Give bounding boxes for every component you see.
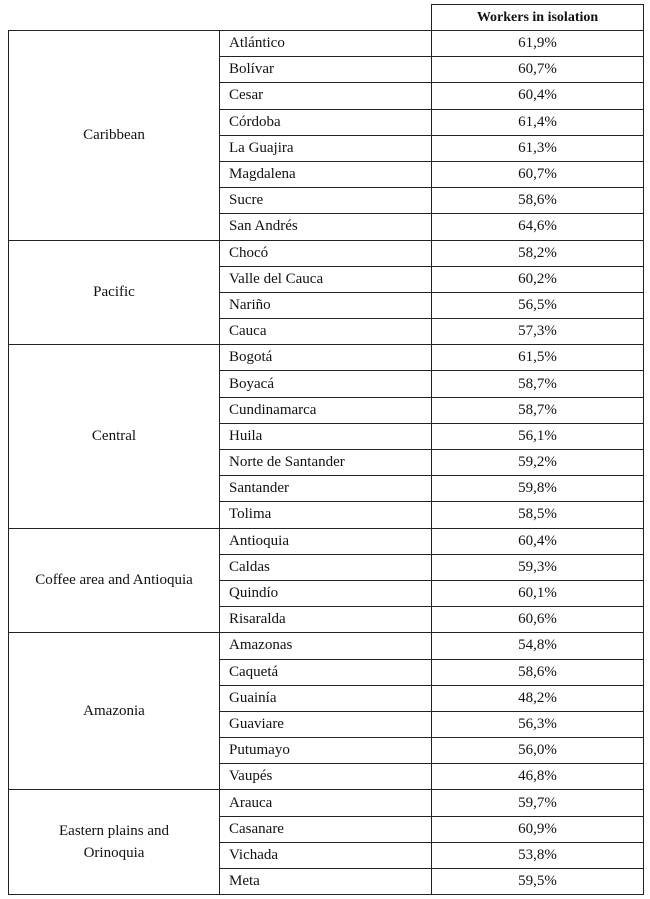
- department-cell: Meta: [220, 869, 432, 895]
- value-cell: 60,9%: [432, 816, 644, 842]
- department-cell: Guainía: [220, 685, 432, 711]
- header-row: [9, 5, 644, 31]
- region-cell: [9, 790, 220, 895]
- value-cell: 46,8%: [432, 764, 644, 790]
- region-label: Eastern plains and: [59, 823, 169, 840]
- region-cell: [9, 528, 220, 633]
- value-cell: 54,8%: [432, 633, 644, 659]
- department-cell: La Guajira: [220, 135, 432, 161]
- isolation-table: [8, 4, 644, 895]
- value-cell: 48,2%: [432, 685, 644, 711]
- value-cell: 56,5%: [432, 292, 644, 318]
- region-label: Amazonia: [83, 703, 145, 720]
- department-cell: San Andrés: [220, 214, 432, 240]
- value-cell: 60,7%: [432, 161, 644, 187]
- table-row: [9, 633, 644, 659]
- value-cell: 58,7%: [432, 371, 644, 397]
- department-cell: Cauca: [220, 319, 432, 345]
- table-row: [9, 790, 644, 816]
- department-cell: Tolima: [220, 502, 432, 528]
- department-cell: Atlántico: [220, 31, 432, 57]
- department-cell: Sucre: [220, 188, 432, 214]
- column-header-workers-in-isolation: Workers in isolation: [432, 5, 644, 31]
- table-row: [9, 528, 644, 554]
- department-cell: Bogotá: [220, 345, 432, 371]
- department-cell: Caquetá: [220, 659, 432, 685]
- value-cell: 60,7%: [432, 57, 644, 83]
- department-cell: Bolívar: [220, 57, 432, 83]
- department-cell: Risaralda: [220, 607, 432, 633]
- department-cell: Magdalena: [220, 161, 432, 187]
- table-row: [9, 31, 644, 57]
- value-cell: 59,5%: [432, 869, 644, 895]
- department-cell: Vaupés: [220, 764, 432, 790]
- value-cell: 57,3%: [432, 319, 644, 345]
- department-cell: Putumayo: [220, 738, 432, 764]
- region-cell: [9, 345, 220, 528]
- department-cell: Norte de Santander: [220, 450, 432, 476]
- department-cell: Arauca: [220, 790, 432, 816]
- header-blank-cell: [9, 5, 432, 31]
- department-cell: Cundinamarca: [220, 397, 432, 423]
- value-cell: 56,1%: [432, 423, 644, 449]
- value-cell: 58,2%: [432, 240, 644, 266]
- value-cell: 56,3%: [432, 711, 644, 737]
- value-cell: 56,0%: [432, 738, 644, 764]
- region-cell: [9, 240, 220, 345]
- department-cell: Amazonas: [220, 633, 432, 659]
- department-cell: Quindío: [220, 580, 432, 606]
- table-body: [9, 31, 644, 895]
- value-cell: 59,2%: [432, 450, 644, 476]
- value-cell: 58,5%: [432, 502, 644, 528]
- value-cell: 61,9%: [432, 31, 644, 57]
- region-label: Caribbean: [83, 127, 145, 144]
- region-label: Pacific: [93, 284, 135, 301]
- table-row: [9, 345, 644, 371]
- department-cell: Huila: [220, 423, 432, 449]
- department-cell: Nariño: [220, 292, 432, 318]
- department-cell: Casanare: [220, 816, 432, 842]
- region-label: Central: [91, 428, 137, 445]
- department-cell: Vichada: [220, 842, 432, 868]
- value-cell: 59,8%: [432, 476, 644, 502]
- value-cell: 61,5%: [432, 345, 644, 371]
- department-cell: Boyacá: [220, 371, 432, 397]
- region-cell: [9, 31, 220, 241]
- department-cell: Santander: [220, 476, 432, 502]
- department-cell: Cesar: [220, 83, 432, 109]
- value-cell: 58,6%: [432, 659, 644, 685]
- value-cell: 60,2%: [432, 266, 644, 292]
- department-cell: Valle del Cauca: [220, 266, 432, 292]
- table-row: [9, 240, 644, 266]
- department-cell: Antioquia: [220, 528, 432, 554]
- value-cell: 58,7%: [432, 397, 644, 423]
- region-label: Orinoquia: [83, 845, 145, 862]
- department-cell: Chocó: [220, 240, 432, 266]
- department-cell: Caldas: [220, 554, 432, 580]
- value-cell: 59,3%: [432, 554, 644, 580]
- value-cell: 60,4%: [432, 528, 644, 554]
- region-cell: [9, 633, 220, 790]
- value-cell: 61,3%: [432, 135, 644, 161]
- department-cell: Guaviare: [220, 711, 432, 737]
- department-cell: Córdoba: [220, 109, 432, 135]
- value-cell: 60,6%: [432, 607, 644, 633]
- value-cell: 60,1%: [432, 580, 644, 606]
- value-cell: 64,6%: [432, 214, 644, 240]
- value-cell: 60,4%: [432, 83, 644, 109]
- value-cell: 58,6%: [432, 188, 644, 214]
- value-cell: 59,7%: [432, 790, 644, 816]
- region-label: Coffee area and Antioquia: [35, 572, 193, 589]
- value-cell: 53,8%: [432, 842, 644, 868]
- value-cell: 61,4%: [432, 109, 644, 135]
